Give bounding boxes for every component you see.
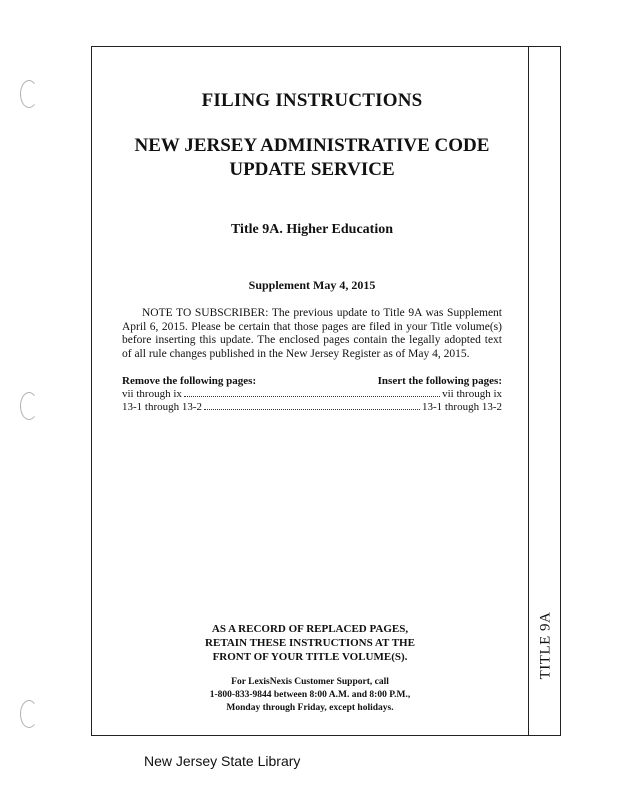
binder-hole <box>20 392 38 420</box>
document-body <box>122 90 502 414</box>
record-line: AS A RECORD OF REPLACED PAGES, <box>211 623 409 635</box>
remove-pages: 13-1 through 13-2 <box>122 401 203 413</box>
insert-pages: 13-1 through 13-2 <box>421 401 502 413</box>
insert-header: Insert the following pages: <box>377 375 502 387</box>
supplement-date: Supplement May 4, 2015 <box>248 278 376 292</box>
page-row <box>122 388 502 401</box>
support-line: 1-800-833-9844 between 8:00 A.M. and 8:00 P.M., <box>209 690 411 700</box>
binder-hole <box>20 80 38 108</box>
leader-dots <box>204 408 420 410</box>
leader-dots <box>184 395 440 397</box>
library-stamp: New Jersey State Library <box>144 753 301 769</box>
page-instructions <box>122 375 502 414</box>
remove-pages: vii through ix <box>122 388 182 400</box>
page-list-header <box>122 375 502 388</box>
page-row <box>122 401 502 414</box>
customer-support <box>160 676 460 715</box>
remove-header: Remove the following pages: <box>122 375 257 387</box>
record-line: RETAIN THESE INSTRUCTIONS AT THE <box>205 637 415 649</box>
title-tab <box>531 590 561 700</box>
subscriber-note: NOTE TO SUBSCRIBER: The previous update to Title 9A was Supplement April 6, 2015. Please be certain that those pages are filed in your Title volume(s) before inserting this update. The enclosed pages contain the legally adopted text of all rule changes published in the New Jersey Register as of May 4, 2015. <box>122 307 502 360</box>
record-line: FRONT OF YOUR TITLE VOLUME(S). <box>212 651 408 663</box>
record-notice <box>160 622 460 664</box>
support-line: Monday through Friday, except holidays. <box>226 703 394 713</box>
binder-hole <box>20 700 38 728</box>
title-tab-label: TITLE 9A <box>537 611 554 679</box>
tab-divider <box>528 47 529 735</box>
service-title-line-2: UPDATE SERVICE <box>229 159 395 180</box>
subject-title: Title 9A. Higher Education <box>230 222 394 237</box>
service-title-line-1: NEW JERSEY ADMINISTRATIVE CODE <box>134 135 490 156</box>
support-line: For LexisNexis Customer Support, call <box>231 677 389 687</box>
page-title: FILING INSTRUCTIONS <box>201 90 423 111</box>
insert-pages: vii through ix <box>442 388 502 400</box>
